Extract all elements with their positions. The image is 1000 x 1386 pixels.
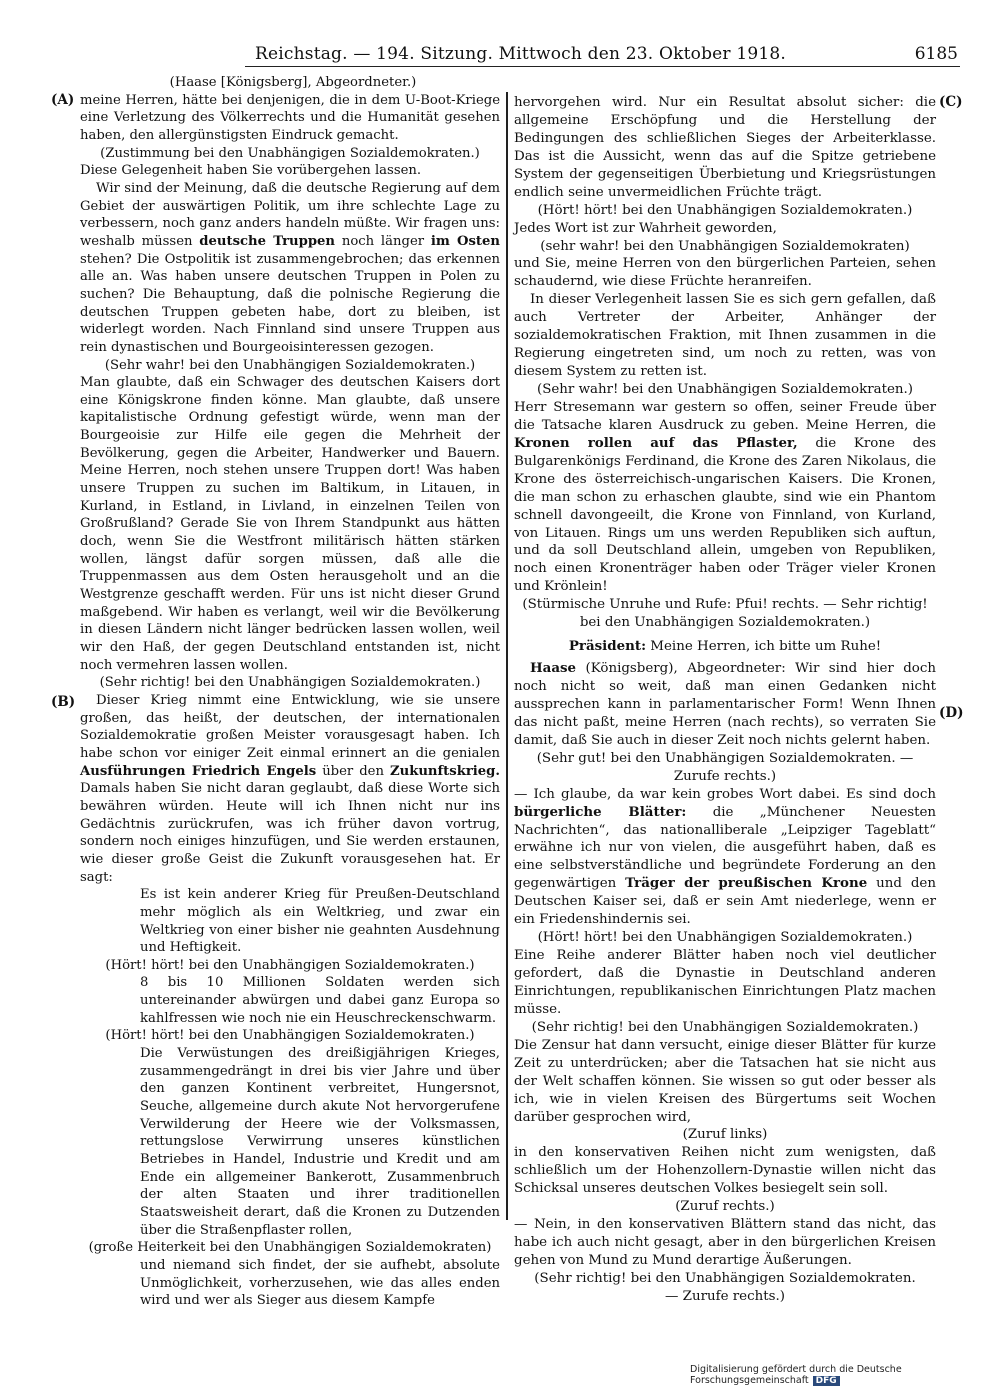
paragraph	[514, 399, 936, 596]
paragraph: in den konservativen Reihen nicht zum wenigsten, daß schließlich um der Hohenzollern-Dynastie willen nicht das Schicksal unseres deutschen Volkes besiegelt sein soll.	[514, 1145, 936, 1197]
text: (Königsberg), Abgeordneter: Wir sind hier doch noch nicht so weit, daß man einen Gedanken nicht aussprechen kann in parlamentarischer Form! Wenn Ihnen das nicht paßt, meine Herren (nach rechts), so verraten Sie damit, daß Sie auch in dieser Zeit noch nichts gelernt haben.	[514, 661, 936, 748]
paragraph: In dieser Verlegenheit lassen Sie es sich gern gefallen, daß auch Vertreter der Arbeiter, Anhänger der sozialdemokratischen Fraktion, mit Ihnen zusammen in die Regierung eingetreten sind, um noch zu retten, was von diesem System zu retten ist.	[514, 292, 936, 380]
quotation: 8 bis 10 Millionen Soldaten werden sich untereinander abwürgen und dabei ganz Europa so kahlfressen wie noch nie ein Heuschreckenschwarm.	[140, 975, 500, 1026]
reaction: (Hört! hört! bei den Unabhängigen Sozialdemokraten.)	[537, 930, 913, 946]
paragraph: und Sie, meine Herren von den bürgerlichen Parteien, sehen schaudernd, wie diese Früchte heranreifen.	[514, 256, 936, 290]
emphasis: Ausführungen Friedrich Engels	[80, 763, 317, 779]
reaction: (Zuruf rechts.)	[675, 1199, 775, 1215]
reaction: (Sehr richtig! bei den Unabhängigen Sozialdemokraten.)	[99, 675, 481, 691]
text: stehen? Die Ostpolitik ist zusammengebrochen; das erkennen alle an. Was haben unsere deutschen Truppen in Polen zu suchen? Die Behauptung, daß die polnische Regierung die deutschen Truppen gebeten habe, dort zu bleiben, ist widerlegt worden. Nach Finnland sind unsere Truppen aus rein dynastischen und Bourgeoisinteressen gezogen.	[80, 251, 500, 355]
reaction: (Sehr gut! bei den Unabhängigen Sozialdemokraten. — Zurufe rechts.)	[536, 750, 914, 784]
paragraph: — Nein, in den konservativen Blättern stand das nicht, das habe ich auch nicht gesagt, aber in den bürgerlichen Kreisen gehen von Mund zu Mund derartige Äußerungen.	[514, 1217, 936, 1268]
text: Damals haben Sie nicht daran geglaubt, daß diese Worte sich bewähren würden. Heute will ich Ihnen nicht nur ins Gedächtnis zurückrufen, was ich früher davon vortrug, sondern noch einiges hinzufügen, und Sie werden erstaunen, wie dieser große Geist die Zukunft vorausgesehen hat. Er sagt:	[80, 781, 500, 885]
page-number: 6185	[914, 44, 958, 64]
reaction: (Zuruf links)	[682, 1127, 768, 1143]
text: Meine Herren, ich bitte um Ruhe!	[646, 639, 882, 655]
reaction: (große Heiterkeit bei den Unabhängigen Sozialdemokraten)	[88, 1240, 492, 1256]
column-divider	[506, 92, 508, 1220]
text: über den	[316, 763, 390, 779]
text: noch länger	[335, 233, 431, 249]
reaction: (Sehr wahr! bei den Unabhängigen Sozialdemokraten.)	[104, 357, 476, 373]
emphasis: deutsche Truppen	[199, 233, 336, 249]
reaction: (sehr wahr! bei den Unabhängigen Sozialdemokraten)	[540, 238, 910, 254]
reaction: (Hört! hört! bei den Unabhängigen Sozialdemokraten.)	[537, 202, 913, 218]
paragraph	[80, 692, 500, 886]
speaker-name: Haase	[530, 660, 577, 677]
emphasis: Kronen rollen auf das Pflaster,	[514, 434, 798, 451]
text: Wir sind der Meinung, daß die deutsche Regierung auf dem Gebiet der auswärtigen Politik, um ihre schlechte Lage zu verbessern, noch ganz anders handeln müßte. Wir fragen uns: weshalb müssen	[80, 180, 500, 249]
emphasis: bürgerliche Blätter:	[514, 803, 687, 820]
emphasis: Träger der preußischen Krone	[625, 875, 868, 892]
paragraph: hervorgehen wird. Nur ein Resultat absolut sicher: die allgemeine Erschöpfung und die Herstellung der Bedingungen des schließlichen Sieges der Arbeiterklasse. Das ist die Aussicht, wenn das auf die Spitze getriebene System der gegenseitigen Überbietung und Kriegsrüstungen endlich seine unvermeidlichen Früchte trägt.	[514, 95, 936, 200]
reaction: (Sehr richtig! bei den Unabhängigen Sozialdemokraten.)	[531, 1019, 919, 1035]
right-column	[514, 94, 936, 1306]
quotation: und niemand sich findet, der sie aufhebt, absolute Unmöglichkeit, vorherzusehen, wie das alles enden wird und wer als Sieger aus diesem Kampfe	[140, 1257, 500, 1309]
text: Herr Stresemann war gestern so offen, seiner Freude über die Tatsache klaren Ausdruck zu geben. Meine Herren, die	[514, 399, 936, 433]
speaker-line: (Haase [Königsberg], Abgeordneter.)	[169, 75, 417, 90]
paragraph	[514, 660, 936, 750]
page-header	[245, 40, 960, 67]
reaction: (Sehr richtig! bei den Unabhängigen Sozialdemokraten.	[534, 1270, 916, 1286]
margin-marker-a: (A)	[51, 92, 75, 108]
text: die „Münchener Neuesten Nachrichten“, das nationalliberale „Leipziger Tageblatt“ erwähne ich nur von vielen, die ausgeführt haben, daß es eine selbstverständliche und begründete Forderung an den gegenwärtigen	[514, 804, 936, 892]
president-line	[514, 638, 936, 656]
reaction: (Hört! hört! bei den Unabhängigen Sozialdemokraten.)	[105, 1028, 475, 1044]
margin-marker-b: (B)	[51, 694, 76, 710]
paragraph	[514, 786, 936, 930]
speaker-name: Präsident:	[568, 638, 647, 655]
text: — Ich glaube, da war kein grobes Wort dabei. Es sind doch	[514, 786, 936, 802]
quotation: Die Verwüstungen des dreißigjährigen Krieges, zusammengedrängt in drei bis vier Jahre und über den ganzen Kontinent verbreitet, Hungersnot, Seuche, allgemeine durch akute Not hervorgerufene Verwilderung der Heere wie der Volksmassen, rettungslose Verwirrung unseres künstlichen Betriebes in Handel, Industrie und Kredit und am Ende ein allgemeiner Bankerott, Zusammenbruch der alten Staaten und ihrer traditionellen Staatsweisheit derart, daß die Kronen zu Dutzenden über die Straßenpflaster rollen,	[140, 1046, 500, 1238]
emphasis: im Osten	[430, 233, 500, 249]
paragraph	[80, 180, 500, 357]
reaction: (Sehr wahr! bei den Unabhängigen Sozialdemokraten.)	[536, 382, 914, 397]
reaction: (Stürmische Unruhe und Rufe: Pfui! rechts. — Sehr richtig! bei den Unabhängigen Sozialdemokraten.)	[522, 597, 928, 631]
margin-marker-d: (D)	[939, 705, 964, 721]
paragraph: Eine Reihe anderer Blätter haben noch viel deutlicher gefordert, daß die Dynastie in Deutschland anderen Einrichtungen, republikanischen Einrichtungen Platz machen müsse.	[514, 948, 936, 1017]
text: die Krone des Bulgarenkönigs Ferdinand, die Krone des Zaren Nikolaus, die Krone des österreichisch-ungarischen Kaisers. Die Kronen, die man schon zu erhaschen glaubte, sind wie ein Phantom schnell davongeeilt, die Krone von Finnland, von Kurland, von Litauen. Rings um uns werden Republiken sich auftun, und da soll Deutschland allein, umgeben von Republiken, noch einen Kronenträger haben oder Träger vieler Kronen und Krönlein!	[514, 435, 936, 595]
paragraph: meine Herren, hätte bei denjenigen, die in dem U-Boot-Kriege eine Verletzung des Völkerrechts und die Humanität gesehen haben, den allergünstigsten Eindruck gemacht.	[80, 92, 500, 143]
text: Dieser Krieg nimmt eine Entwicklung, wie sie unsere großen, das heißt, der deutschen, der internationalen Sozialdemokratie großen Meister vorausgesagt haben. Ich habe schon vor einiger Zeit einmal erinnert an die genialen	[80, 692, 500, 761]
emphasis: Zukunftskrieg.	[389, 763, 500, 779]
paragraph: Man glaubte, daß ein Schwager des deutschen Kaisers dort eine Königskrone finden könne. Man glaubte, daß unsere kapitalistische Ordnung gefestigt würde, wenn man der Bourgeoisie zur Hilfe eile gegen die Mehrheit der Bevölkerung, gegen die Arbeiter, Handwerker und Bauern. Meine Herren, noch stehen unsere Truppen dort! Was haben unsere Truppen zu suchen im Baltikum, in Litauen, in Kurland, in Estland, in Livland, in einzelnen Teilen von Großrußland? Gerade Sie von Ihrem Standpunkt aus hätten doch, wenn Sie die Westfront militärisch hätten stärken wollen, längst dafür sorgen müssen, daß alle die Truppenmassen aus dem Osten herausgeholt und an die Westgrenze geschafft werden. Für uns ist nicht dieser Grund maßgebend. Wir haben es verlangt, weil wir die Bevölkerung in diesen Ländern nicht länger bedrücken lassen wollen, weil wir den Haß, der gegen Deutschland entstanden ist, nicht noch vermehren lassen wollen.	[80, 375, 500, 673]
paragraph: Jedes Wort ist zur Wahrheit geworden,	[514, 220, 777, 236]
paragraph: Die Zensur hat dann versucht, einige dieser Blätter für kurze Zeit zu unterdrücken; aber die Tatsachen hat sie nicht aus der Welt schaffen können. Sie wissen so gut oder besser als ich, wie in vielen Kreisen des Bürgertums seit Wochen darüber gesprochen wird,	[514, 1037, 936, 1125]
left-column	[80, 74, 500, 1310]
paragraph: Diese Gelegenheit haben Sie vorübergehen lassen.	[80, 163, 422, 179]
margin-marker-c: (C)	[939, 94, 963, 110]
text: und den Deutschen Kaiser sei, daß er sein Amt niederlege, wenn er ein Friedenshindernis sei.	[514, 876, 936, 928]
reaction: (Zustimmung bei den Unabhängigen Sozialdemokraten.)	[100, 145, 480, 161]
quotation: Es ist kein anderer Krieg für Preußen-Deutschland mehr möglich als ein Weltkrieg, und zwar ein Weltkrieg von einer bisher nie geahnten Ausdehnung und Heftigkeit.	[140, 887, 500, 956]
dfg-logo: DFG	[813, 1376, 840, 1386]
reaction: (Hört! hört! bei den Unabhängigen Sozialdemokraten.)	[105, 957, 475, 973]
footer-text: Digitalisierung gefördert durch die Deutsche Forschungsgemeinschaft	[690, 1364, 902, 1386]
page-title: Reichstag. — 194. Sitzung. Mittwoch den 23. Oktober 1918.	[255, 44, 787, 64]
reaction: — Zurufe rechts.)	[665, 1288, 785, 1304]
